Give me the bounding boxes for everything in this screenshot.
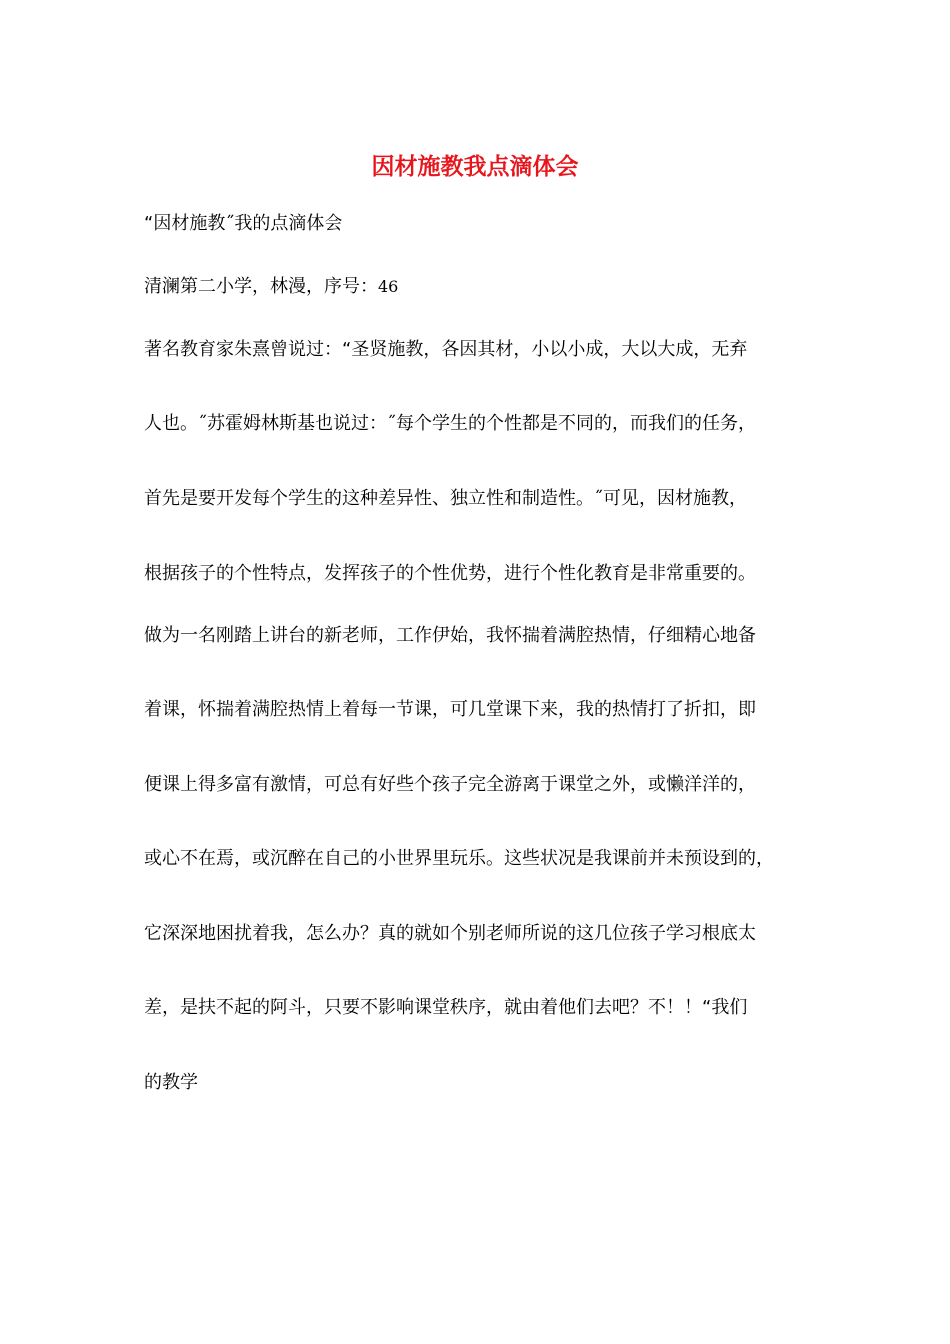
body-line: 或心不在焉，或沉醉在自己的小世界里玩乐。这些状况是我课前并未预设到的， bbox=[144, 848, 774, 869]
author-text: 清澜第二小学，林漫，序号： bbox=[144, 276, 378, 297]
body-line: 着课，怀揣着满腔热情上着每一节课，可几堂课下来，我的热情打了折扣，即 bbox=[144, 699, 756, 720]
serial-number: 46 bbox=[378, 277, 399, 296]
body-line: 根据孩子的个性特点，发挥孩子的个性优势，进行个性化教育是非常重要的。 bbox=[144, 563, 756, 584]
body-line: 首先是要开发每个学生的这种差异性、独立性和制造性。˝可见，因材施教， bbox=[144, 488, 747, 509]
body-line: 做为一名刚踏上讲台的新老师，工作伊始，我怀揣着满腔热情，仔细精心地备 bbox=[144, 625, 756, 646]
body-line: 人也。˝苏霍姆林斯基也说过：˝每个学生的个性都是不同的，而我们的任务， bbox=[144, 413, 756, 434]
document-title: 因材施教我点滴体会 bbox=[371, 153, 579, 180]
body-line: 它深深地困扰着我，怎么办？真的就如个别老师所说的这几位孩子学习根底太 bbox=[144, 923, 756, 944]
body-line: 便课上得多富有激情，可总有好些个孩子完全游离于课堂之外，或懒洋洋的， bbox=[144, 774, 756, 795]
body-line: 的教学 bbox=[144, 1072, 198, 1093]
body-line: 差，是扶不起的阿斗，只要不影响课堂秩序，就由着他们去吧？不！！“我们 bbox=[144, 997, 748, 1018]
body-line: 著名教育家朱熹曾说过：“圣贤施教，各因其材，小以小成，大以大成，无弃 bbox=[144, 339, 748, 360]
subtitle: “因材施教˝我的点滴体会 bbox=[144, 213, 343, 234]
author-line bbox=[144, 274, 398, 300]
